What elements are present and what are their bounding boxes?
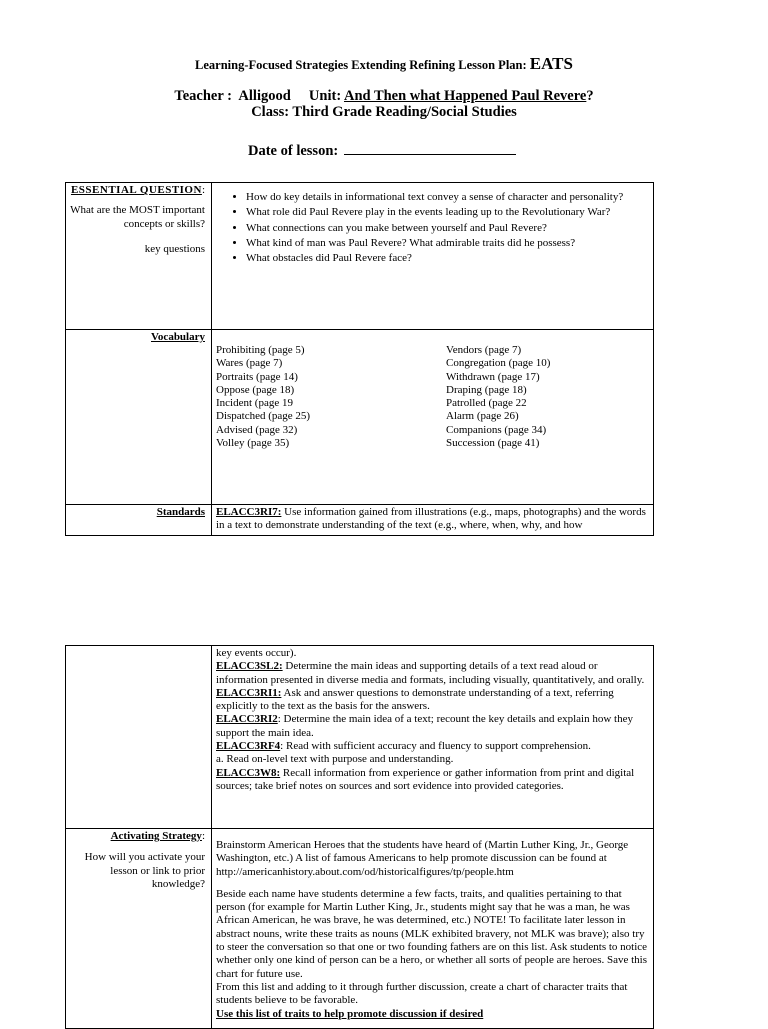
vocabulary-word: Prohibiting (page 5)	[216, 344, 305, 356]
date-blank-line	[344, 142, 516, 155]
activating-colon: :	[201, 830, 205, 842]
date-of-lesson	[248, 142, 516, 160]
vocabulary-word: Portraits (page 14)	[216, 370, 298, 383]
standard-code: ELACC3RI2	[216, 713, 278, 726]
teacher-unit-line	[0, 88, 768, 105]
activating-paragraph-3: From this list and adding to it through further discussion, create a chart of character traits that students believe to be favorable.	[216, 980, 628, 1007]
vocabulary-word: Volley (page 35)	[216, 437, 290, 450]
vocabulary-word: Incident (page 19	[216, 397, 293, 410]
vocabulary-word: Draping (page 18)	[446, 383, 527, 396]
standard-item	[216, 687, 650, 714]
unit-mark: ?	[586, 88, 594, 104]
essential-question-title: ESSENTIAL QUESTION	[70, 184, 202, 196]
standard-code: ELACC3RI7:	[216, 506, 282, 518]
vocabulary-word: Advised (page 32)	[216, 423, 298, 436]
essential-question-item: • What connections can you make between yourself and Paul Revere?	[246, 222, 650, 235]
standard-code: ELACC3SL2:	[216, 660, 283, 673]
lesson-table-part-1	[65, 182, 654, 536]
standard-item	[216, 713, 650, 740]
date-label: Date of lesson:	[248, 143, 339, 159]
vocabulary-word: Patrolled (page 22	[446, 397, 527, 410]
lesson-table-part-2	[65, 645, 654, 1029]
vocabulary-word: Wares (page 7)	[216, 357, 283, 370]
vocabulary-word: Companions (page 34)	[446, 423, 547, 436]
standard-text: Determine the main ideas and supporting details of a text read aloud or information presented in diverse media and formats, including visually, quantitatively, and orally.	[216, 660, 645, 686]
page-title	[0, 54, 768, 74]
essential-questions-list	[216, 191, 650, 265]
teacher-label: Teacher :	[174, 88, 232, 104]
essential-question-label-cell	[66, 183, 212, 330]
essential-question-row	[66, 183, 654, 330]
essential-question-item: • What obstacles did Paul Revere face?	[246, 252, 650, 265]
vocabulary-word: Succession (page 41)	[446, 437, 540, 450]
standard-text: a. Read on-level text with purpose and understanding.	[216, 753, 454, 766]
vocabulary-word: Alarm (page 26)	[446, 410, 519, 423]
unit-label: Unit:	[308, 88, 342, 104]
standard-item	[216, 753, 650, 766]
standard-code: ELACC3W8:	[216, 766, 281, 779]
standard-text: Ask and answer questions to demonstrate understanding of a text, referring explicitly to the text as the basis for the answers.	[216, 686, 614, 713]
standard-text: Recall information from experience or gather information from print and digital sources; take brief notes on sources and sort evidence into provided categories.	[216, 766, 635, 792]
standards-list	[216, 660, 650, 793]
standards-continued-row	[66, 646, 654, 829]
essential-question-item: • What role did Paul Revere play in the events leading up to the Revolutionary War?	[246, 206, 650, 219]
vocabulary-right-column	[446, 344, 646, 450]
standards-continued-label-cell	[66, 646, 212, 829]
standard-item	[216, 660, 650, 687]
standards-continued-text: key events occur).	[216, 647, 297, 659]
title-text: Learning-Focused Strategies Extending Refining Lesson Plan:	[195, 58, 527, 72]
activating-prompt: How will you activate your lesson or link to prior knowledge?	[84, 851, 205, 890]
vocabulary-label-cell	[66, 330, 212, 505]
activating-paragraph-4: Use this list of traits to help promote discussion if desired	[216, 1007, 484, 1020]
essential-question-item: • How do key details in informational text convey a sense of character and personality?	[246, 191, 650, 204]
vocabulary-word: Congregation (page 10)	[446, 357, 551, 370]
essential-questions-cell	[212, 183, 654, 330]
vocabulary-grid	[216, 344, 650, 450]
teacher-name: Alligood	[238, 88, 291, 104]
vocabulary-word: Oppose (page 18)	[216, 383, 295, 396]
vocabulary-left-column	[216, 344, 446, 450]
activating-content-cell	[212, 829, 654, 1029]
vocabulary-word: Vendors (page 7)	[446, 344, 522, 356]
essential-question-prompt: What are the MOST important concepts or skills?	[70, 204, 205, 230]
essential-colon: :	[201, 184, 205, 196]
vocabulary-row	[66, 330, 654, 505]
vocabulary-cell	[212, 330, 654, 505]
standards-cell	[212, 505, 654, 536]
vocabulary-word: Withdrawn (page 17)	[446, 370, 540, 383]
standard-text: : Read with sufficient accuracy and fluency to support comprehension.	[280, 740, 591, 753]
standard-text: Use information gained from illustrations (e.g., maps, photographs) and the words in a text to demonstrate understanding of the text (e.g., where, when, why, and how	[216, 506, 646, 532]
activating-strategy-label: Activating Strategy	[110, 830, 202, 842]
activating-paragraph-1: Brainstorm American Heroes that the students have heard of (Martin Luther King, Jr., George Washington, etc.) A list of famous Americans to help promote discussion can be found at http://americanhistory.about.com/od/historicalfigures/tp/people.htm	[216, 839, 629, 878]
vocabulary-label: Vocabulary	[151, 331, 205, 343]
key-questions-label: key questions	[144, 242, 205, 255]
vocabulary-word: Dispatched (page 25)	[216, 410, 311, 423]
standard-item	[216, 740, 650, 753]
standards-continued-cell	[212, 646, 654, 829]
title-subject: EATS	[529, 54, 573, 73]
standards-row	[66, 505, 654, 536]
standard-item	[216, 767, 650, 794]
standard-code: ELACC3RF4	[216, 740, 281, 753]
standard-code: ELACC3RI1:	[216, 686, 282, 699]
standards-label-cell	[66, 505, 212, 536]
standard-text: : Determine the main idea of a text; recount the key details and explain how they support the main idea.	[216, 713, 633, 739]
unit-name: And Then what Happened Paul Revere	[343, 88, 587, 104]
class-line: Class: Third Grade Reading/Social Studies	[251, 104, 517, 120]
standards-label: Standards	[156, 506, 205, 518]
activating-paragraph-2: Beside each name have students determine a few facts, traits, and qualities pertaining to that person (for example for Martin Luther King, Jr., students might say that he was a man, he was African American, he was brave, he was determined, etc.) NOTE! To facilitate later lesson in abstract nouns, write these traits as nouns (MLK exhibited bravery, not MLK was brave); also try to steer the conversation so that one or two founding fathers are on this list. Ask students to notice whether only one kind of person can be a hero, or whether all sorts of people are heroes. Save this chart for future use.	[216, 887, 648, 980]
essential-question-item: • What kind of man was Paul Revere? What admirable traits did he possess?	[246, 237, 650, 250]
activating-label-cell	[66, 829, 212, 1029]
activating-strategy-row	[66, 829, 654, 1029]
